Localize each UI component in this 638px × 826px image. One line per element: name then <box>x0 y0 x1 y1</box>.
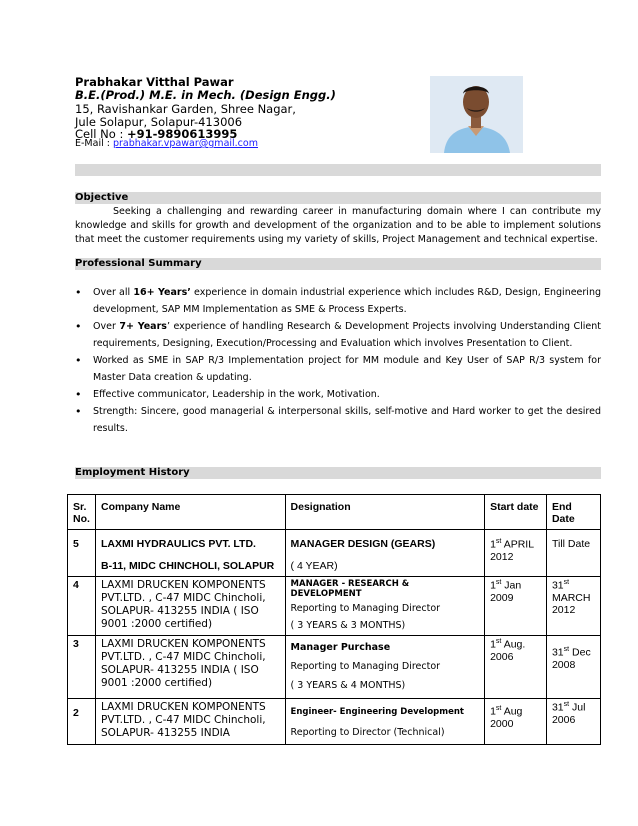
summary-item: • Strength: Sincere, good managerial & interpersonal skills, self-motive and Hard worker to get the desired results. <box>75 403 601 437</box>
company-cell: LAXMI DRUCKEN KOMPONENTS PVT.LTD. , C-47 MIDC Chincholi, SOLAPUR- 413255 INDIA ( ISO 9001 :2000 certified) <box>95 636 285 699</box>
table-row <box>68 636 601 699</box>
start-cell: 1st Jan 2009 <box>485 577 547 636</box>
candidate-degree: B.E.(Prod.) M.E. in Mech. (Design Engg.) <box>75 88 336 102</box>
cell-value: +91-9890613995 <box>126 127 238 141</box>
table-row <box>68 530 601 577</box>
summary-item: • Over 7+ Years’ experience of handling Research & Development Projects involving Understanding Client requirements, Designing, Execution/Processing and Evaluation which involves Presentation to Client. <box>75 318 601 352</box>
email-link[interactable]: prabhakar.vpawar@gmail.com <box>112 138 258 149</box>
designation-cell: Engineer- Engineering Development Reporting to Director (Technical) <box>285 699 485 745</box>
designation-cell: Manager Purchase Reporting to Managing Director ( 3 YEARS & 4 MONTHS) <box>285 636 485 699</box>
col-company: Company Name <box>95 495 285 530</box>
start-cell: 1st APRIL 2012 <box>485 530 547 577</box>
company-cell: LAXMI HYDRAULICS PVT. LTD. B-11, MIDC CHINCHOLI, SOLAPUR <box>95 530 285 577</box>
summary-item: • Worked as SME in SAP R/3 Implementation project for MM module and Key User of SAP R/3 system for Master Data creation & updating. <box>75 352 601 386</box>
end-cell: 31st MARCH 2012 <box>546 577 600 636</box>
end-cell: 31st Dec 2008 <box>546 636 600 699</box>
candidate-name: Prabhakar Vitthal Pawar <box>75 75 234 89</box>
col-designation: Designation <box>285 495 485 530</box>
summary-item: • Effective communicator, Leadership in the work, Motivation. <box>75 386 601 403</box>
email-row <box>75 138 258 149</box>
summary-item: • Over all 16+ Years’ experience in domain industrial experience which includes R&D, Design, Engineering development, SAP MM Implementation as SME & Process Experts. <box>75 284 601 318</box>
address-line-1: 15, Ravishankar Garden, Shree Nagar, <box>75 102 296 116</box>
cell-label: Cell No : <box>75 127 127 141</box>
sr-cell: 2 <box>68 699 96 745</box>
sr-cell: 5 <box>68 530 96 577</box>
col-sr: Sr. No. <box>68 495 96 530</box>
designation-cell: MANAGER DESIGN (GEARS) ( 4 YEAR) <box>285 530 485 577</box>
table-row <box>68 699 601 745</box>
summary-list <box>75 284 601 437</box>
employment-table <box>67 494 601 745</box>
end-cell: 31st Jul 2006 <box>546 699 600 745</box>
profile-photo <box>430 76 523 153</box>
designation-cell: MANAGER - RESEARCH & DEVELOPMENT Reporting to Managing Director ( 3 YEARS & 3 MONTHS) <box>285 577 485 636</box>
sr-cell: 3 <box>68 636 96 699</box>
col-end: End Date <box>546 495 600 530</box>
objective-text: Seeking a challenging and rewarding career in manufacturing domain where I can contribute my knowledge and skills for growth and development of the organization and to be able to implement solutions that meet the customer requirements using my variety of skills, Project Management and technical expertise. <box>75 206 601 245</box>
company-cell: LAXMI DRUCKEN KOMPONENTS PVT.LTD. , C-47 MIDC Chincholi, SOLAPUR- 413255 INDIA <box>95 699 285 745</box>
email-label: E-Mail : <box>75 138 113 149</box>
table-header-row <box>68 495 601 530</box>
summary-heading: Professional Summary <box>75 258 601 270</box>
objective-heading: Objective <box>75 192 601 204</box>
table-row <box>68 577 601 636</box>
start-cell: 1st Aug 2000 <box>485 699 547 745</box>
sr-cell: 4 <box>68 577 96 636</box>
company-cell: LAXMI DRUCKEN KOMPONENTS PVT.LTD. , C-47 MIDC Chincholi, SOLAPUR- 413255 INDIA ( ISO 9001 :2000 certified) <box>95 577 285 636</box>
employment-heading: Employment History <box>75 467 601 479</box>
end-cell: Till Date <box>546 530 600 577</box>
address-line-2: Jule Solapur, Solapur-413006 <box>75 115 243 129</box>
col-start: Start date <box>485 495 547 530</box>
start-cell: 1st Aug. 2006 <box>485 636 547 699</box>
header-divider <box>75 164 601 176</box>
